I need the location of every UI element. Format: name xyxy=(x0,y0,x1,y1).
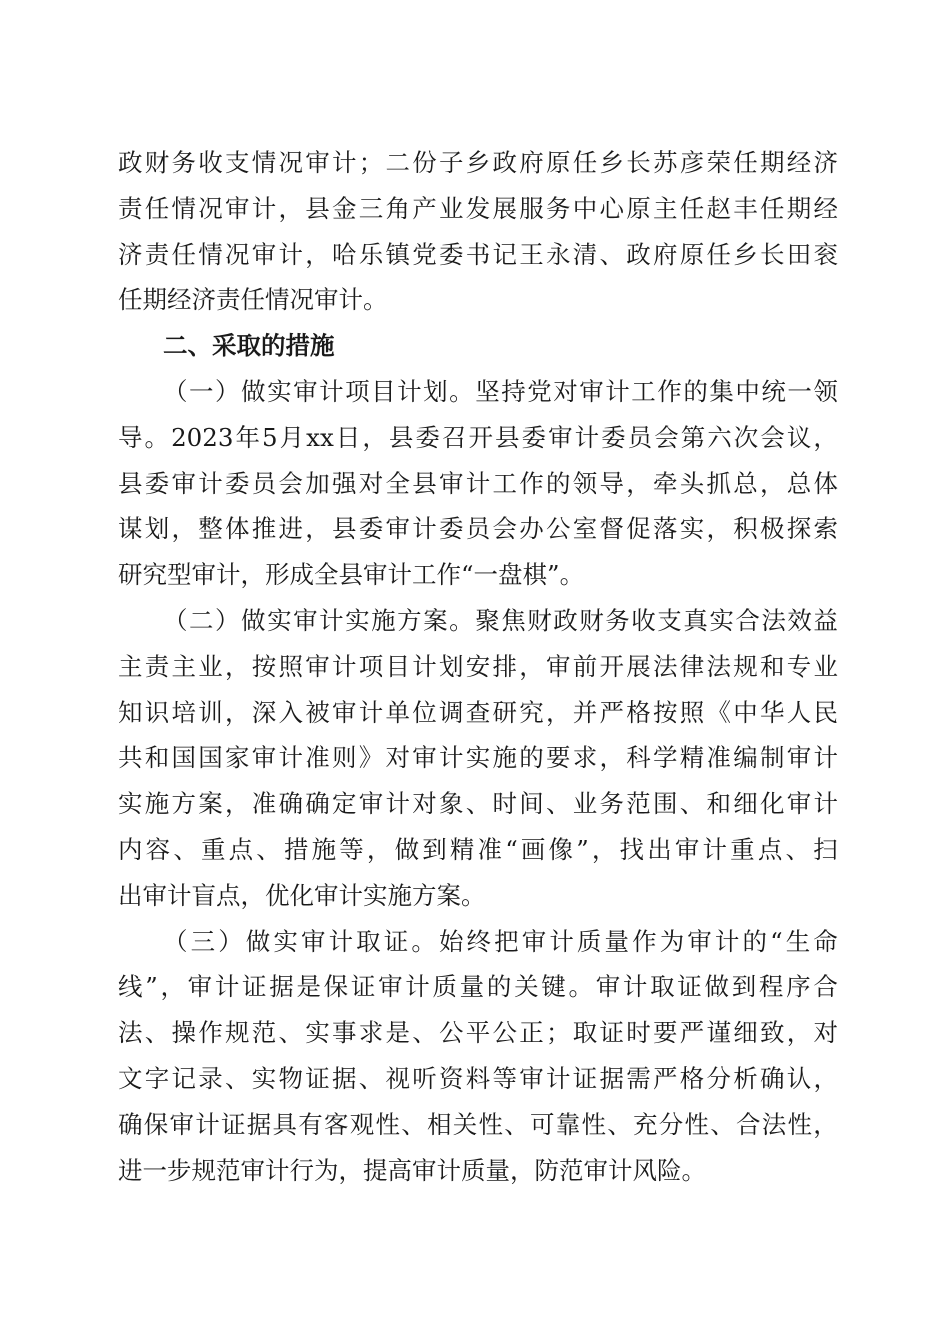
text-line: 确 保 审 计 证 据 具 有 客 观 性 、 相 关 性 、 可 靠 性 、 充 分 性 、 合 法 性 ， xyxy=(118,1109,838,1139)
text-line: 线 ” ， 审 计 证 据 是 保 证 审 计 质 量 的 关 键 。 审 计 取 证 做 到 程 序 合 xyxy=(118,972,838,1002)
text-line: 进 一 步 规 范 审 计 行 为 ， 提 高 审 计 质 量 ， 防 范 审 计 风 险 。 xyxy=(118,1155,706,1185)
text-line: 研 究 型 审 计 ， 形 成 全 县 审 计 工 作 “ 一 盘 棋 ” 。 xyxy=(118,560,585,590)
text-line: 法 、 操 作 规 范 、 实 事 求 是 、 公 平 公 正 ； 取 证 时 要 严 谨 细 致 ， 对 xyxy=(118,1018,838,1048)
section-heading xyxy=(118,323,838,369)
text-line: 谋 划 ， 整 体 推 进 ， 县 委 审 计 委 员 会 办 公 室 督 促 落 实 ， 积 极 探 索 xyxy=(118,514,838,544)
paragraph xyxy=(118,919,838,1194)
text-line: 二 、 采 取 的 措 施 xyxy=(163,331,335,361)
text-line: 共 和 国 国 家 审 计 准 则 》 对 审 计 实 施 的 要 求 ， 科 学 精 准 编 制 审 计 xyxy=(118,743,838,773)
text-line: 责 任 情 况 审 计 ， 县 金 三 角 产 业 发 展 服 务 中 心 原 主 任 赵 丰 任 期 经 xyxy=(118,193,838,223)
text-line: 主 责 主 业 ， 按 照 审 计 项 目 计 划 安 排 ， 审 前 开 展 法 律 法 规 和 专 业 xyxy=(118,651,838,681)
text-line: 实 施 方 案 ， 准 确 确 定 审 计 对 象 、 时 间 、 业 务 范 围 、 和 细 化 审 计 xyxy=(118,789,838,819)
text-line: （ 二 ） 做 实 审 计 实 施 方 案 。 聚 焦 财 政 财 务 收 支 真 实 合 法 效 益 xyxy=(163,605,838,635)
text-line: 知 识 培 训 ， 深 入 被 审 计 单 位 调 查 研 究 ， 并 严 格 按 照 《 中 华 人 民 xyxy=(118,697,838,727)
text-line: 内 容 、 重 点 、 措 施 等 ， 做 到 精 准 “ 画 像 ” ， 找 出 审 计 重 点 、 扫 xyxy=(118,834,838,864)
text-line: 县 委 审 计 委 员 会 加 强 对 全 县 审 计 工 作 的 领 导 ， 牵 头 抓 总 ， 总 体 xyxy=(118,468,838,498)
text-line: 文 字 记 录 、 实 物 证 据 、 视 听 资 料 等 审 计 证 据 需 严 格 分 析 确 认 ， xyxy=(118,1063,838,1093)
paragraph xyxy=(118,369,838,598)
paragraph xyxy=(118,140,838,323)
text-line: （ 一 ） 做 实 审 计 项 目 计 划 。 坚 持 党 对 审 计 工 作 的 集 中 统 一 领 xyxy=(163,376,838,406)
text-line: 任 期 经 济 责 任 情 况 审 计 。 xyxy=(118,285,388,315)
paragraph xyxy=(118,598,838,919)
text-line: 导 。 2023 年 5 月 xx 日 ， 县 委 召 开 县 委 审 计 委 员 会 第 六 次 会 议 ， xyxy=(118,422,838,452)
text-line: 出 审 计 盲 点 ， 优 化 审 计 实 施 方 案 。 xyxy=(118,880,486,910)
text-line: （ 三 ） 做 实 审 计 取 证 。 始 终 把 审 计 质 量 作 为 审 计 的 “ 生 命 xyxy=(163,926,838,956)
text-line: 济 责 任 情 况 审 计 ， 哈 乐 镇 党 委 书 记 王 永 清 、 政 府 原 任 乡 长 田 衮 xyxy=(118,239,838,269)
document-body xyxy=(118,140,838,1193)
text-line: 政 财 务 收 支 情 况 审 计 ； 二 份 子 乡 政 府 原 任 乡 长 苏 彦 荣 任 期 经 济 xyxy=(118,148,838,177)
